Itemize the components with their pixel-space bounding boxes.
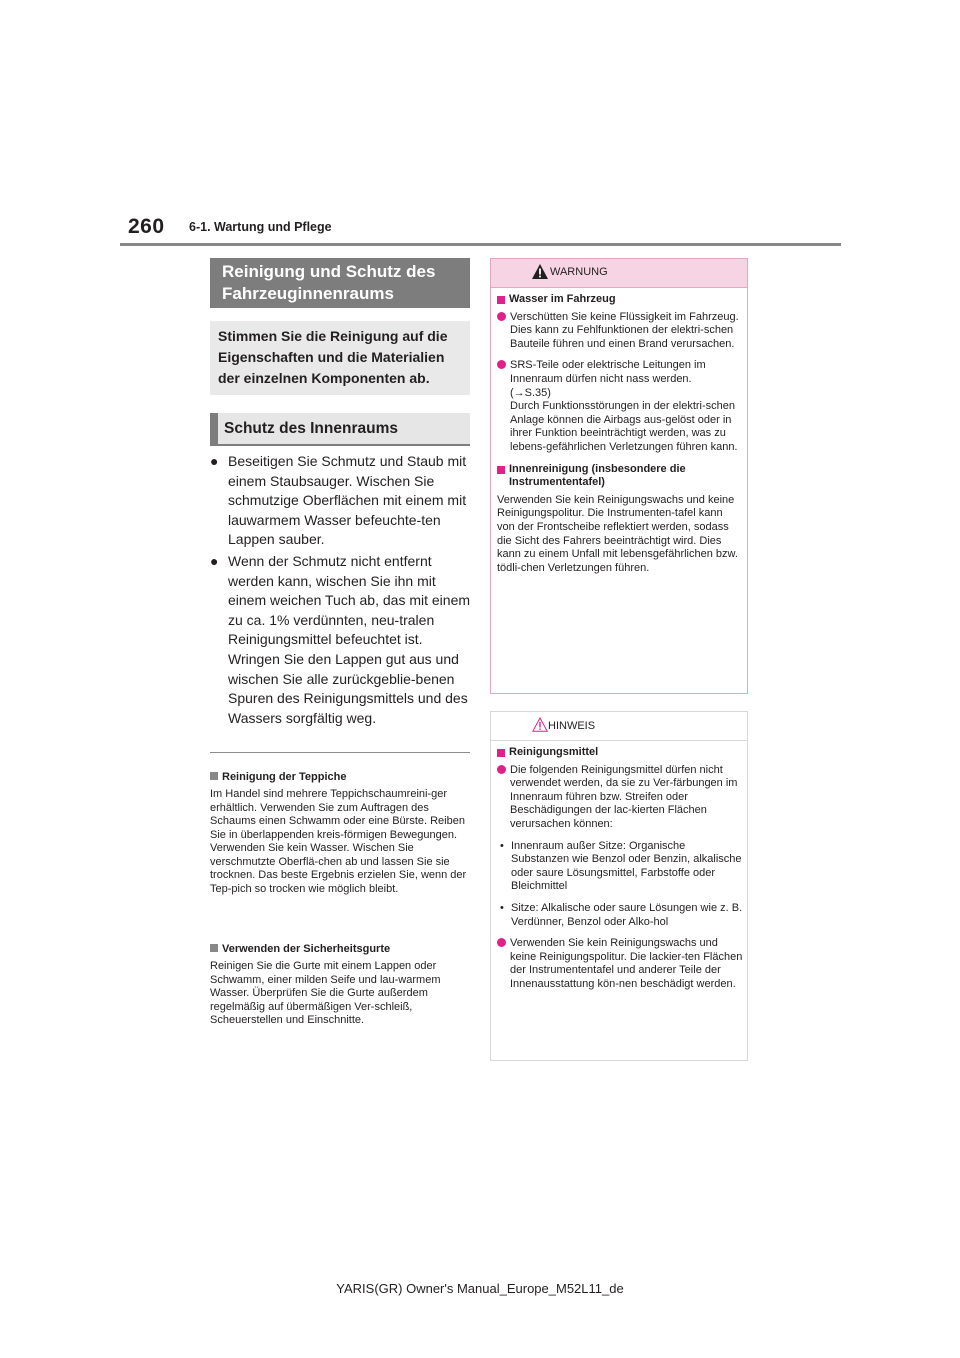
warning-triangle-icon [532, 264, 548, 279]
round-bullet-icon [497, 765, 506, 774]
round-bullet-icon [497, 938, 506, 947]
square-bullet-icon [497, 296, 505, 304]
box-bullet-item [497, 937, 743, 991]
section-title: 6-1. Wartung und Pflege [189, 220, 332, 234]
small-bullet-icon: • [500, 839, 504, 852]
box-section-title [497, 293, 743, 307]
paragraph-text-continued: Wringen Sie den Lappen gut aus und wischen Sie alle zurückgeblie-benen Spuren des Reinigungsmittels und des Wassers sorgfältig weg. [228, 650, 468, 726]
hint-label: HINWEIS [548, 720, 596, 732]
box-section-title-text: Wasser im Fahrzeug [509, 293, 616, 305]
note-title [210, 942, 472, 956]
square-bullet-icon [497, 749, 505, 757]
hint-content [497, 746, 743, 1000]
main-heading: Reinigung und Schutz des Fahrzeuginnenraums [210, 258, 470, 308]
bullet-paragraph [210, 552, 470, 728]
square-bullet-icon [497, 466, 505, 474]
note-title-text: Verwenden der Sicherheitsgurte [222, 943, 391, 955]
round-bullet-icon [497, 360, 506, 369]
note-title-text: Reinigung der Teppiche [222, 771, 347, 783]
note-carpet [210, 770, 472, 896]
box-section-title-text: Reinigungsmittel [509, 746, 599, 758]
box-bullet-text: Verschütten Sie keine Flüssigkeit im Fahrzeug. [510, 310, 739, 323]
box-sub-item-text: Sitze: Alkalische oder saure Lösungen wie z. B. Verdünner, Benzol oder Alko-hol [511, 901, 743, 928]
bullet-dot-icon: ● [210, 553, 219, 569]
intro-box: Stimmen Sie die Reinigung auf die Eigenschaften und die Materialien der einzelnen Komponenten ab. [210, 321, 470, 395]
box-bullet-item [497, 359, 743, 454]
round-bullet-icon [497, 312, 506, 321]
square-bullet-icon [210, 944, 218, 952]
box-sub-item [497, 840, 743, 894]
square-bullet-icon [210, 772, 218, 780]
warning-header [491, 259, 747, 288]
paragraph-text: Wenn der Schmutz nicht entfernt werden kann, wischen Sie ihn mit einem weichen Tuch ab, das mit einem zu ca. 1% verdünnten, neu-tralen Reinigungsmittel befeuchtet ist. [228, 553, 471, 648]
warning-box [490, 258, 748, 694]
box-bullet-item [497, 764, 743, 832]
page-reference: (→S.35) [510, 386, 551, 399]
page-number: 260 [128, 215, 165, 238]
warning-content [497, 293, 743, 583]
footer-text: YARIS(GR) Owner's Manual_Europe_M52L11_de [336, 1281, 624, 1296]
box-section-title [497, 463, 743, 490]
small-bullet-icon: • [500, 901, 504, 914]
box-section-title-text: Innenreinigung (insbesondere die Instrumententafel) [509, 462, 686, 489]
hint-box [490, 711, 748, 1061]
note-title [210, 770, 472, 784]
bullet-dot-icon: ● [210, 453, 219, 469]
box-bullet-text: Verwenden Sie kein Reinigungswachs und keine Reinigungspolitur. Die lackier-ten Flächen der Instrumententafel und anderer Teile der Innenausstattung kön-nen beschädigt werden. [510, 937, 743, 990]
hint-header [491, 712, 747, 741]
bullet-paragraph [210, 452, 470, 550]
box-bullet-item [497, 311, 743, 352]
box-bullet-text-continued: Dies kann zu Fehlfunktionen der elektri-schen Bauteile führen und einen Brand verursachen. [510, 324, 735, 350]
left-divider [210, 752, 470, 753]
header-rule [120, 243, 841, 246]
caution-triangle-icon [532, 717, 548, 732]
note-body: Im Handel sind mehrere Teppichschaumreini-ger erhältlich. Verwenden Sie zum Auftragen des Schaums einen Schwamm oder eine Bürste. Reiben Sie in überlappenden kreis-förmigen Bewegungen. Verwenden Sie kein Wasser. Wischen Sie verschmutzte Oberflä-chen ab und lassen Sie sie trocknen. Das beste Ergebnis erzielen Sie, wenn der Tep-pich so trocken wie möglich bleibt. [210, 788, 467, 895]
box-paragraph: Verwenden Sie kein Reinigungswachs und keine Reinigungspolitur. Die Instrumenten-tafel kann von der Frontscheibe reflektiert werden, sodass die Sicht des Fahrers beeinträchtigt wird. Dies kann zu einem Unfall mit lebensgefährlichen bzw. tödli-chen Verletzungen führen. [497, 493, 738, 574]
warning-label: WARNUNG [550, 266, 608, 278]
note-body: Reinigen Sie die Gurte mit einem Lappen oder Schwamm, einer milden Seife und lau-warmem Wasser. Überprüfen Sie die Gurte außerdem regelmäßig auf übermäßigen Ver-schleiß, Scheuerstellen und Einschnitte. [210, 960, 441, 1026]
box-bullet-text: SRS-Teile oder elektrische Leitungen im Innenraum dürfen nicht nass werden. [510, 359, 706, 385]
box-section-title [497, 746, 743, 760]
box-bullet-text-continued: Durch Funktionsstörungen in der elektri-schen Anlage können die Airbags aus-gelöst oder in ihrer Funktion beeinträchtigt werden, was zu lebens-gefährlichen Verletzungen führen kann. [510, 400, 738, 453]
box-bullet-text: Die folgenden Reinigungsmittel dürfen nicht verwendet werden, da sie zu Ver-färbungen im Innenraum führen bzw. Streifen oder Beschädigungen der lac-kierten Flächen verursachen können: [510, 763, 738, 830]
sub-heading: Schutz des Innenraums [210, 413, 470, 446]
note-seatbelts [210, 942, 472, 1028]
paragraph-text: Beseitigen Sie Schmutz und Staub mit einem Staubsauger. Wischen Sie schmutzige Oberflächen mit einem mit lauwarmem Wasser befeuchte-ten Lappen sauber. [228, 453, 467, 548]
box-sub-item [497, 902, 743, 929]
box-sub-item-text: Innenraum außer Sitze: Organische Substanzen wie Benzol oder Benzin, alkalische oder saure Lösungsmittel, Farbstoffe oder Bleichmittel [511, 839, 742, 893]
